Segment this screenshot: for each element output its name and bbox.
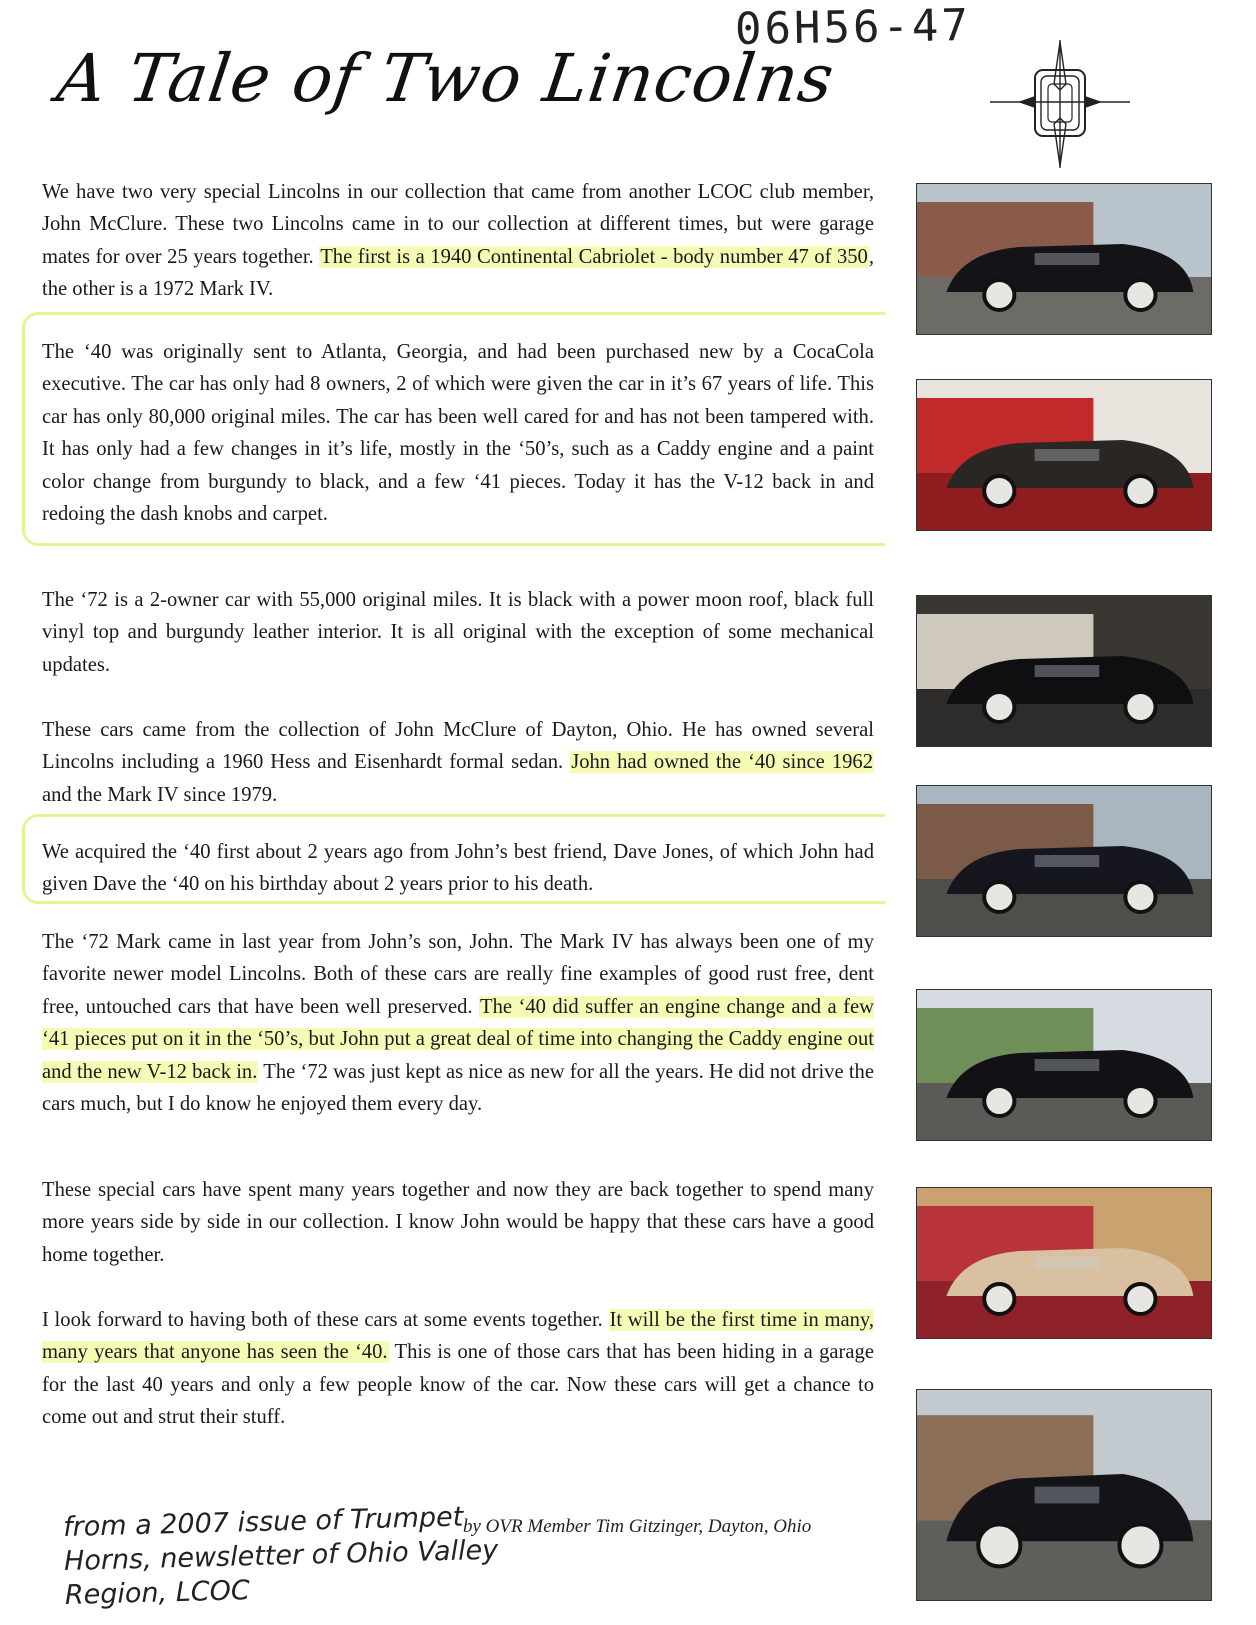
article-paragraph xyxy=(42,714,874,811)
paragraph-text: The ‘40 was originally sent to Atlanta, Georgia, and had been purchased new by a CocaCola executive. The car has only had 8 owners, 2 of which were given the car in it’s 67 years of life. This car has only 80,000 original miles. The car has been well cared for and has not been tampered with. It has only had a few changes in it’s life, mostly in the ‘50’s, such as a Caddy engine and a paint color change from burgundy to black, and a few ‘41 pieces. Today it has the V-12 back in and redoing the dash knobs and carpet. xyxy=(42,341,874,526)
paragraph-text: We acquired the ‘40 first about 2 years ago from John’s best friend, Dave Jones, of which John had given Dave the ‘40 on his birthday about 2 years prior to his death. xyxy=(42,841,874,896)
page-title: A Tale of Two Lincolns xyxy=(52,40,840,117)
byline: by OVR Member Tim Gitzinger, Dayton, Ohio xyxy=(463,1516,812,1537)
article-paragraph xyxy=(42,336,874,530)
highlighted-text: It will be the first time in many, many years that anyone has seen the ‘40. xyxy=(42,1309,875,1364)
photo-scene xyxy=(917,786,1211,936)
photo-scene xyxy=(917,1390,1211,1600)
photo-scene xyxy=(917,596,1211,746)
car-photo xyxy=(916,785,1212,937)
paragraph-text: This is one of those cars that has been hiding in a garage for the last 40 years and only a few people know of the car. Now these cars will get a chance to come out and strut their stuff. xyxy=(42,1341,874,1429)
paragraph-text: The ‘72 was just kept as nice as new for all the years. He did not drive the cars much, but I do know he enjoyed them every day. xyxy=(42,1060,874,1116)
paragraph-text: I look forward to having both of these cars at some events together. xyxy=(42,1309,609,1331)
photo-scene xyxy=(917,184,1211,334)
photo-scene xyxy=(917,1188,1211,1338)
paragraph-text: These special cars have spent many years together and now they are back together to spend many more years side by side in our collection. I know John would be happy that these cars have a good home together. xyxy=(42,1179,874,1266)
paragraph-text: The ‘72 Mark came in last year from John’s son, John. The Mark IV has always been one of my favorite newer model Lincolns. Both of these cars are really fine examples of good rust free, dent free, untouched cars that have been well preserved. xyxy=(42,931,874,1018)
handwritten-stamp-number: 06H56-47 xyxy=(734,0,972,56)
photo-scene xyxy=(917,380,1211,530)
article-paragraph xyxy=(42,176,874,306)
highlighted-text: John had owned the ‘40 since 1962 xyxy=(571,751,874,774)
paragraph-text: We have two very special Lincolns in our collection that came from another LCOC club member, John McClure. These two Lincolns came in to our collection at different times, but were garage mates for over 25 years together. xyxy=(42,181,874,268)
car-photo xyxy=(916,379,1212,531)
handwritten-note: from a 2007 issue of Trumpet Horns, newsletter of Ohio Valley Region, LCOC xyxy=(62,1501,499,1612)
photo-scene xyxy=(917,990,1211,1140)
car-photo xyxy=(916,1187,1212,1339)
car-photo xyxy=(916,595,1212,747)
article-paragraph xyxy=(42,926,874,1120)
highlighted-text: The ‘40 did suffer an engine change and a few ‘41 pieces put on it in the ‘50’s, but John put a great deal of time into changing the Caddy engine out and the new V-12 back in. xyxy=(42,995,874,1083)
article-paragraph xyxy=(42,1304,874,1434)
paragraph-text: , the other is a 1972 Mark IV. xyxy=(42,245,874,301)
article-paragraph xyxy=(42,584,874,681)
lincoln-star-emblem-icon xyxy=(990,40,1130,170)
paragraph-text: These cars came from the collection of John McClure of Dayton, Ohio. He has owned several Lincolns including a 1960 Hess and Eisenhardt formal sedan. xyxy=(42,719,874,774)
highlighted-text: The first is a 1940 Continental Cabriolet - body number 47 of 350 xyxy=(320,245,868,268)
paragraph-text: and the Mark IV since 1979. xyxy=(42,783,278,806)
article-paragraph xyxy=(42,1174,874,1271)
photo-column xyxy=(916,183,1216,1623)
car-photo xyxy=(916,1389,1212,1601)
car-photo xyxy=(916,183,1212,335)
paragraph-text: The ‘72 is a 2-owner car with 55,000 original miles. It is black with a power moon roof, black full vinyl top and burgundy leather interior. It is all original with the exception of some mechanical updates. xyxy=(42,589,874,676)
car-photo xyxy=(916,989,1212,1141)
article-paragraph xyxy=(42,836,874,901)
